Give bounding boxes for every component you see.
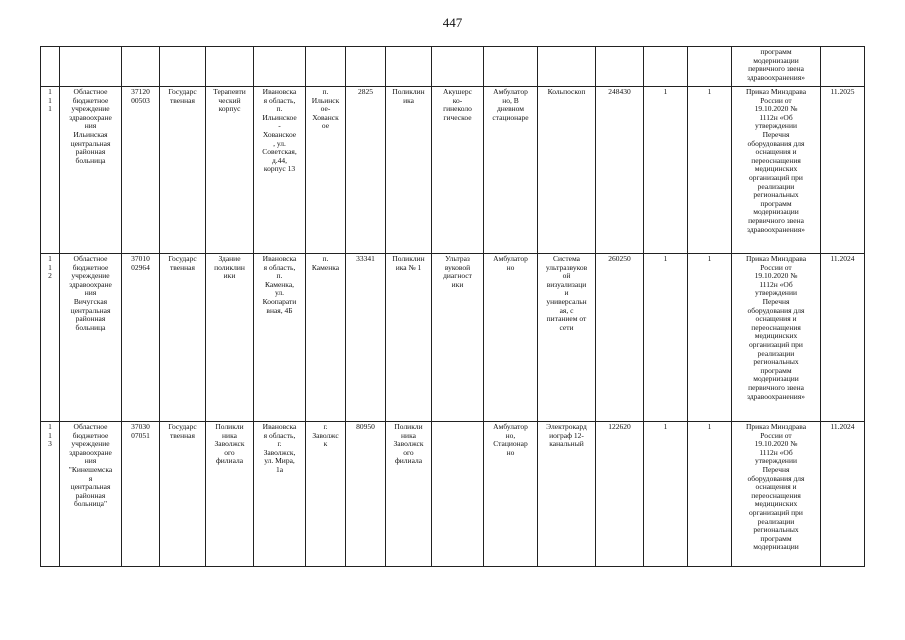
cell-price: 122620 [596,422,644,567]
cell-settlement: г. Заволжс к [306,422,346,567]
cell-num: 1 1 1 [41,87,60,254]
cell-building: Поликли ника Заволжск ого филиала [206,422,254,567]
cell-settlement: п. Ильинск ое- Хованск ое [306,87,346,254]
equipment-table [40,46,865,567]
cell-building [206,47,254,87]
cell-unit: Поликли ника Заволжск ого филиала [386,422,432,567]
cell-ownership: Государс твенная [160,422,206,567]
cell-care-type [484,47,538,87]
cell-population: 33341 [346,254,386,422]
cell-equipment: Электрокард иограф 12- канальный [538,422,596,567]
cell-num [41,47,60,87]
cell-qty1 [644,47,688,87]
cell-inn: 37120 00503 [122,87,160,254]
cell-building: Терапевти ческий корпус [206,87,254,254]
cell-order: Приказ Минздрава России от 19.10.2020 № 1112н «Об утверждении Перечня оборудования для оснащения и переоснащения медицинских организаций при реализации региональных программ модернизации первичного звена здравоохранения» [732,254,821,422]
cell-settlement [306,47,346,87]
cell-address: Ивановска я область, п. Ильинское - Хованское , ул. Советская, д.44, корпус 13 [254,87,306,254]
cell-qty1: 1 [644,254,688,422]
cell-department [432,422,484,567]
cell-ownership [160,47,206,87]
cell-equipment [538,47,596,87]
cell-address [254,47,306,87]
cell-date: 11.2024 [821,422,865,567]
cell-settlement: п. Каменка [306,254,346,422]
cell-date [821,47,865,87]
cell-care-type: Амбулатор но, В дневном стационаре [484,87,538,254]
cell-date: 11.2025 [821,87,865,254]
cell-date: 11.2024 [821,254,865,422]
cell-qty2: 1 [688,254,732,422]
cell-care-type: Амбулатор но, Стационар но [484,422,538,567]
cell-qty1: 1 [644,422,688,567]
cell-price: 248430 [596,87,644,254]
cell-building: Здание поликлин ики [206,254,254,422]
cell-population [346,47,386,87]
table-row-continuation [41,47,865,87]
cell-order: программ модернизации первичного звена здравоохранения» [732,47,821,87]
cell-equipment: Система ультразвуков ой визуализаци и универсальн ая, с питанием от сети [538,254,596,422]
cell-inn: 37030 07051 [122,422,160,567]
page-number: 447 [442,15,463,30]
table-row [41,254,865,422]
cell-qty1: 1 [644,87,688,254]
cell-inn [122,47,160,87]
cell-price [596,47,644,87]
cell-unit [386,47,432,87]
cell-num: 1 1 2 [41,254,60,422]
cell-population: 2825 [346,87,386,254]
cell-order: Приказ Минздрава России от 19.10.2020 № 1112н «Об утверждении Перечня оборудования для оснащения и переоснащения медицинских организаций при реализации региональных программ модернизации [732,422,821,567]
cell-address: Ивановска я область, г. Заволжск, ул. Мира, 1а [254,422,306,567]
cell-org: Областное бюджетное учреждение здравоохране ния Ильинская центральная районная больница [60,87,122,254]
cell-address: Ивановска я область, п. Каменка, ул. Коопарати вная, 4Б [254,254,306,422]
cell-ownership: Государс твенная [160,254,206,422]
cell-unit: Поликлин ика № 1 [386,254,432,422]
cell-order: Приказ Минздрава России от 19.10.2020 № 1112н «Об утверждении Перечня оборудования для оснащения и переоснащения медицинских организаций при реализации региональных программ модернизации первичного звена здравоохранения» [732,87,821,254]
cell-org [60,47,122,87]
cell-department [432,47,484,87]
cell-num: 1 1 3 [41,422,60,567]
cell-population: 80950 [346,422,386,567]
cell-qty2: 1 [688,422,732,567]
cell-ownership: Государс твенная [160,87,206,254]
cell-department: Акушерс ко- гинеколо гическое [432,87,484,254]
cell-inn: 37010 02964 [122,254,160,422]
table-row [41,422,865,567]
cell-equipment: Кольпоскоп [538,87,596,254]
table-row [41,87,865,254]
cell-qty2: 1 [688,87,732,254]
cell-price: 260250 [596,254,644,422]
cell-department: Ультраз вуковой диагност ики [432,254,484,422]
cell-org: Областное бюджетное учреждение здравоохране ния "Кинешемска я центральная районная больница" [60,422,122,567]
cell-unit: Поликлин ика [386,87,432,254]
cell-org: Областное бюджетное учреждение здравоохране ния Вичугская центральная районная больница [60,254,122,422]
cell-qty2 [688,47,732,87]
cell-care-type: Амбулатор но [484,254,538,422]
